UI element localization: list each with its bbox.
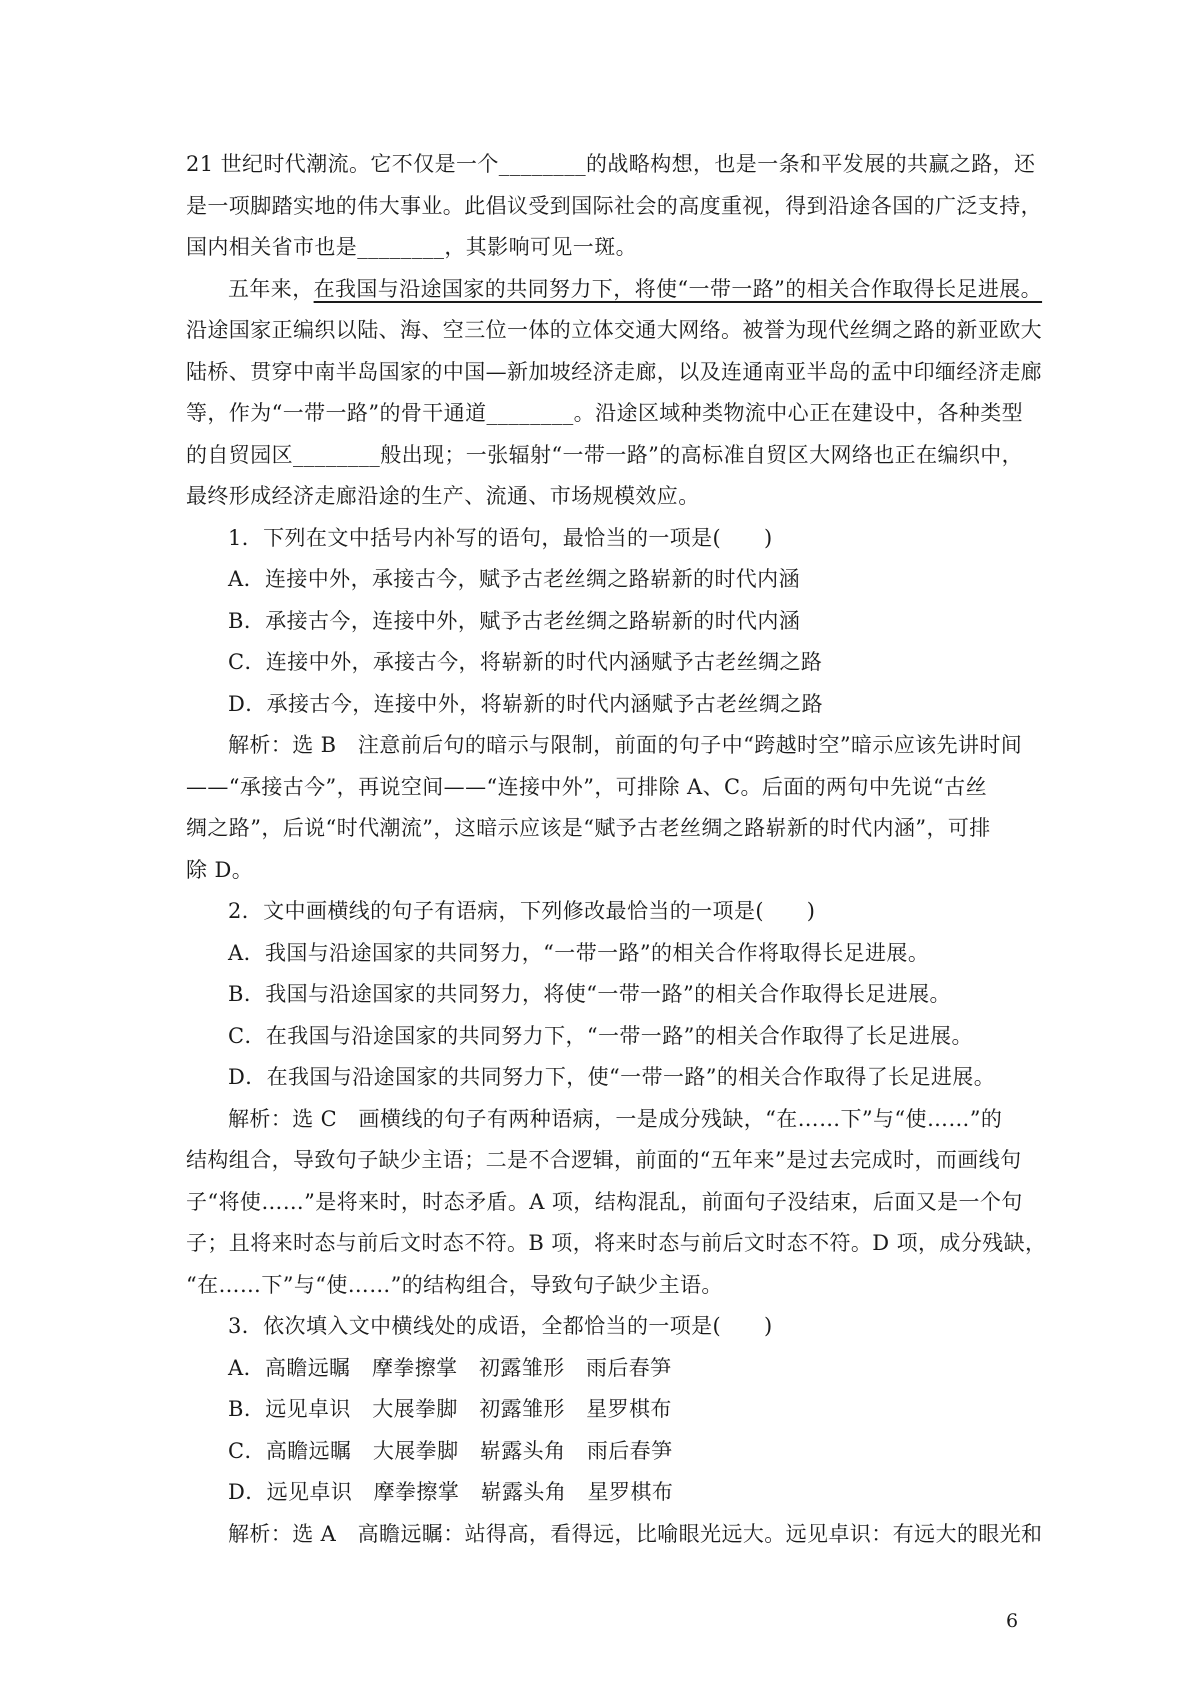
passage-p1-line-2: 是一项脚踏实地的伟大事业。此倡议受到国际社会的高度重视，得到沿途各国的广泛支持， bbox=[186, 193, 1042, 218]
question-1-analysis-line-1: 解析：选 B 注意前后句的暗示与限制，前面的句子中“跨越时空”暗示应该先讲时间 bbox=[228, 733, 1023, 757]
question-1-option-b: B．承接古今，连接中外，赋予古老丝绸之路崭新的时代内涵 bbox=[228, 608, 801, 633]
question-2-analysis-line-1: 解析：选 C 画横线的句子有两种语病，一是成分残缺，“在……下”与“使……”的 bbox=[228, 1106, 1003, 1131]
question-2-analysis-line-5: “在……下”与“使……”的结构组合，导致句子缺少主语。 bbox=[186, 1272, 723, 1297]
passage-p2-line-2: 沿途国家正编织以陆、海、空三位一体的立体交通大网络。被誉为现代丝绸之路的新亚欧大 bbox=[186, 318, 1042, 342]
question-1-analysis-line-4: 除 D。 bbox=[186, 857, 254, 882]
question-3-option-a: A．高瞻远瞩 摩拳擦掌 初露雏形 雨后春笋 bbox=[228, 1355, 672, 1380]
passage-p2-line-1 bbox=[186, 269, 1043, 311]
question-2-option-a: A．我国与沿途国家的共同努力，“一带一路”的相关合作将取得长足进展。 bbox=[228, 940, 930, 965]
question-3-analysis-line-1: 解析：选 A 高瞻远瞩：站得高，看得远，比喻眼光远大。远见卓识：有远大的眼光和 bbox=[228, 1521, 1043, 1546]
question-3-option-d: D．远见卓识 摩拳擦掌 崭露头角 星罗棋布 bbox=[228, 1480, 674, 1504]
passage-p1-line-1: 21 世纪时代潮流。它不仅是一个________的战略构想，也是一条和平发展的共赢之路，还 bbox=[186, 152, 1036, 176]
question-3-stem: 3．依次填入文中横线处的成语，全都恰当的一项是( ) bbox=[228, 1314, 773, 1338]
document-body bbox=[186, 144, 1047, 1555]
question-2-option-d: D．在我国与沿途国家的共同努力下，使“一带一路”的相关合作取得了长足进展。 bbox=[228, 1065, 996, 1089]
passage-p1-line-3: 国内相关省市也是________，其影响可见一斑。 bbox=[186, 235, 637, 259]
question-2-analysis-line-4: 子；且将来时态与前后文时态不符。B 项，将来时态与前后文时态不符。D 项，成分残缺， bbox=[186, 1231, 1047, 1255]
question-1-stem: 1．下列在文中括号内补写的语句，最恰当的一项是( ) bbox=[228, 525, 773, 550]
question-2-stem: 2．文中画横线的句子有语病，下列修改最恰当的一项是( ) bbox=[228, 899, 816, 923]
question-2-analysis-line-3: 子“将使……”是将来时，时态矛盾。A 项，结构混乱，前面句子没结束，后面又是一个句 bbox=[186, 1189, 1023, 1214]
underlined-sentence: 在我国与沿途国家的共同努力下，将使“一带一路”的相关合作取得长足进展。 bbox=[313, 276, 1043, 301]
passage-p2-prefix: 五年来， bbox=[228, 276, 314, 301]
question-2-option-c: C．在我国与沿途国家的共同努力下，“一带一路”的相关合作取得了长足进展。 bbox=[228, 1023, 973, 1048]
question-2-analysis-line-2: 结构组合，导致句子缺少主语；二是不合逻辑，前面的“五年来”是过去完成时，而画线句 bbox=[186, 1148, 1022, 1172]
passage-p2-line-4: 等，作为“一带一路”的骨干通道________。沿途区域种类物流中心正在建设中，各种类型 bbox=[186, 401, 1024, 425]
question-1-option-a: A．连接中外，承接古今，赋予古老丝绸之路崭新的时代内涵 bbox=[228, 567, 800, 591]
page-number: 6 bbox=[1006, 1610, 1019, 1632]
question-2-option-b: B．我国与沿途国家的共同努力，将使“一带一路”的相关合作取得长足进展。 bbox=[228, 982, 951, 1006]
question-3-option-b: B．远见卓识 大展拳脚 初露雏形 星罗棋布 bbox=[228, 1397, 672, 1421]
question-1-analysis-line-3: 绸之路”，后说“时代潮流”，这暗示应该是“赋予古老丝绸之路崭新的时代内涵”，可排 bbox=[186, 816, 991, 840]
question-3-option-c: C．高瞻远瞩 大展拳脚 崭露头角 雨后春笋 bbox=[228, 1438, 673, 1463]
question-1-option-c: C．连接中外，承接古今，将崭新的时代内涵赋予古老丝绸之路 bbox=[228, 650, 823, 674]
passage-p2-line-6: 最终形成经济走廊沿途的生产、流通、市场规模效应。 bbox=[186, 484, 700, 508]
question-1-analysis-line-2: ——“承接古今”，再说空间——“连接中外”，可排除 A、C。后面的两句中先说“古丝 bbox=[186, 774, 987, 799]
passage-p2-line-3: 陆桥、贯穿中南半岛国家的中国—新加坡经济走廊，以及连通南亚半岛的孟中印缅经济走廊 bbox=[186, 359, 1042, 384]
question-1-option-d: D．承接古今，连接中外，将崭新的时代内涵赋予古老丝绸之路 bbox=[228, 691, 824, 716]
passage-p2-line-5: 的自贸园区________般出现；一张辐射“一带一路”的高标准自贸区大网络也正在编织中， bbox=[186, 442, 1024, 467]
